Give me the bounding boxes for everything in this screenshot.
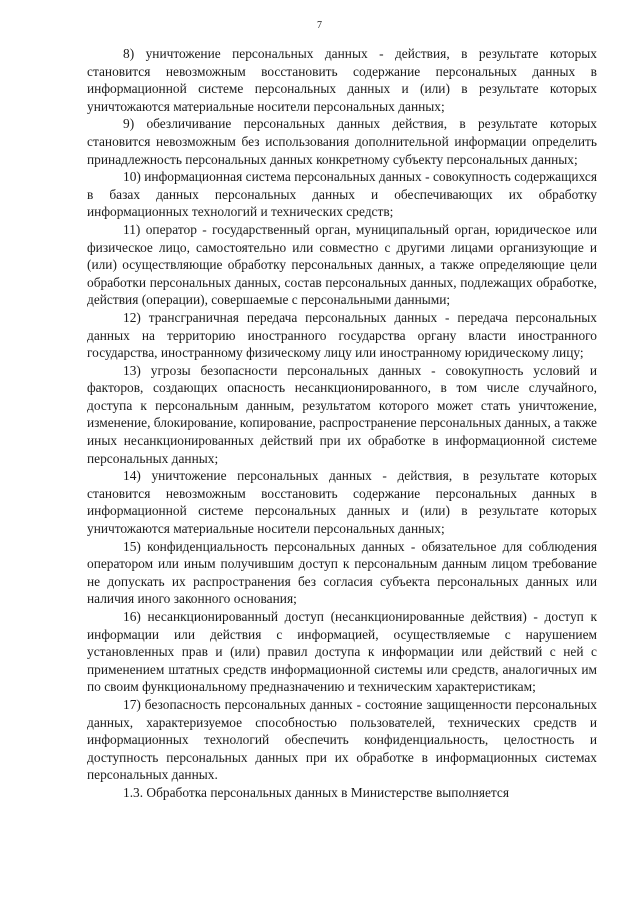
definition-item-9: 9) обезличивание персональных данных действия, в результате которых становится невозможным без использования дополнительной информации определить принадлежность персональных данных конкретному субъекту персональных данных; (87, 116, 597, 167)
definition-item-10: 10) информационная система персональных данных - совокупность содержащихся в базах данных персональных данных и обеспечивающих их обработку информационных технологий и технических средств; (87, 169, 597, 220)
definition-item-14: 14) уничтожение персональных данных - действия, в результате которых становится невозможным восстановить содержание персональных данных в информационной системе персональных данных и (или) в результате которых уничтожаются материальные носители персональных данных; (87, 468, 597, 537)
definition-item-16: 16) несанкционированный доступ (несанкционированные действия) - доступ к информации или действия с информацией, осуществляемые с нарушением установленных прав и (или) правил доступа к информации или действий с ней с применением штатных средств информационной системы или средств, аналогичных им по своим функциональному предназначению и техническим характеристикам; (87, 609, 597, 695)
definition-item-17: 17) безопасность персональных данных - состояние защищенности персональных данных, характеризуемое способностью пользователей, технических средств и информационных технологий обеспечить конфиденциальность, целостность и доступность персональных данных при их обработке в информационных системах персональных данных. (87, 696, 597, 783)
document-body (87, 45, 597, 802)
definition-item-12: 12) трансграничная передача персональных данных - передача персональных данных на территорию иностранного государства органу власти иностранного государства, иностранному физическому лицу или иностранному юридическому лицу; (87, 309, 597, 361)
definition-item-11: 11) оператор - государственный орган, муниципальный орган, юридическое или физическое лицо, самостоятельно или совместно с другими лицами организующие и (или) осуществляющие обработку персональных данных, а также определяющие цели обработки персональных данных, состав персональных данных, подлежащих обработке, действия (операции), совершаемые с персональными данными; (87, 221, 597, 308)
definition-item-8: 8) уничтожение персональных данных - действия, в результате которых становится невозможным восстановить содержание персональных данных в информационной системе персональных данных и (или) в результате которых уничтожаются материальные носители персональных данных; (87, 46, 597, 114)
section-1-3-paragraph: 1.3. Обработка персональных данных в Министерстве выполняется (123, 784, 510, 800)
definition-item-15: 15) конфиденциальность персональных данных - обязательное для соблюдения оператором или иным получившим доступ к персональным данным лицом требование не допускать их распространения без согласия субъекта персональных данных или наличия иного законного основания; (87, 538, 597, 607)
definition-item-13: 13) угрозы безопасности персональных данных - совокупность условий и факторов, создающих опасность несанкционированного, в том числе случайного, доступа к персональным данным, результатом которого может стать уничтожение, изменение, блокирование, копирование, распространение персональных данных, а также иных несанкционированных действий при их обработке в информационной системе персональных данных; (87, 362, 597, 466)
page-number: 7 (317, 20, 322, 31)
